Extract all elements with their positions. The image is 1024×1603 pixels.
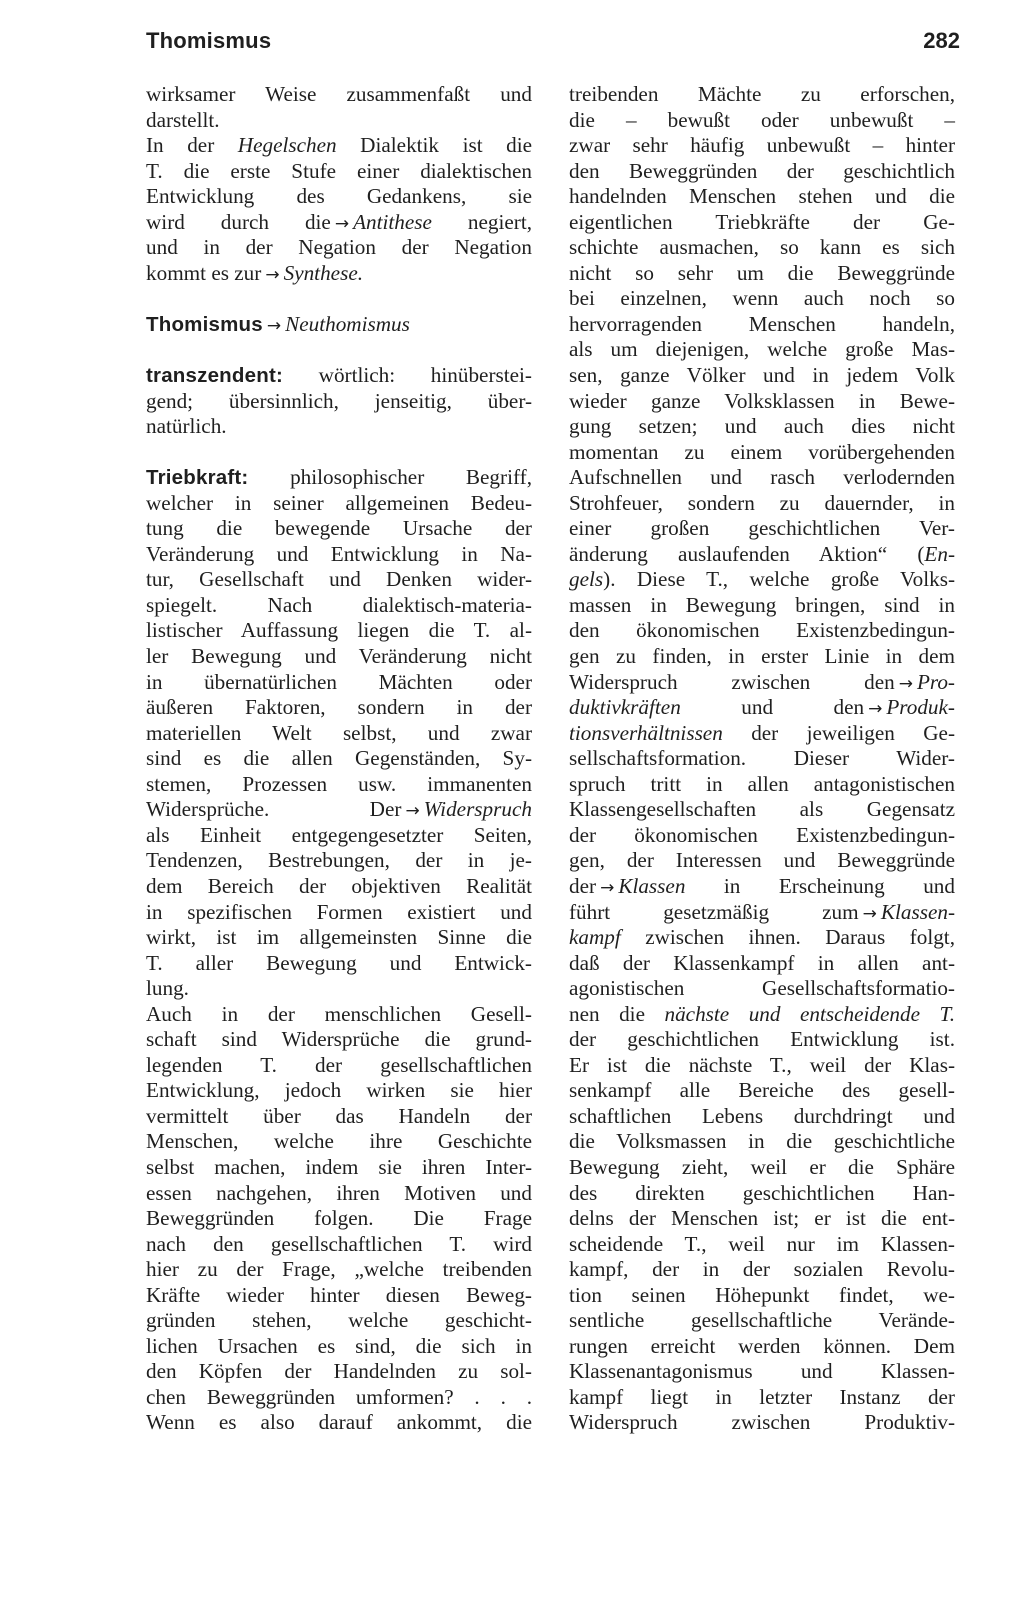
arrow-icon: → [868, 699, 883, 720]
text-line: den ökonomischen Existenzbedingun- [569, 618, 955, 643]
text-line: vermittelt über das Handeln der [146, 1103, 532, 1128]
text-line: bei einzelnen, wenn auch noch so [569, 286, 955, 311]
text-line: dem Bereich der objektiven Realität [146, 873, 532, 898]
text-line: tur, Gesellschaft und Denken wider- [146, 567, 532, 592]
text-line: der geschichtlichen Entwicklung ist. [569, 1027, 955, 1052]
text-line: Wenn es also darauf ankommt, die [146, 1410, 532, 1435]
text-line: sind es die allen Gegenständen, Sy- [146, 746, 532, 771]
text-line: hervorragenden Menschen handeln, [569, 311, 955, 336]
text-line: chen Beweggründen umformen? . . . [146, 1384, 532, 1409]
text-line: sen, ganze Völker und in jedem Volk [569, 363, 955, 388]
text-line: gels). Diese T., welche große Volks- [569, 567, 955, 592]
text-line: nen die nächste und entscheidende T. [569, 1001, 955, 1026]
text-line: gung setzen; und auch dies nicht [569, 414, 955, 439]
text-line: stemen, Prozessen usw. immanenten [146, 771, 532, 796]
entry-keyword: transzendent: [146, 364, 284, 388]
text-line: führt gesetzmäßig zum → Klassen- [569, 899, 955, 924]
text-line: kampf zwischen ihnen. Daraus folgt, [569, 925, 955, 950]
arrow-icon: → [600, 877, 615, 898]
text-line: kampf liegt in letzter Instanz der [569, 1384, 955, 1409]
text-line: in übernatürlichen Mächten oder [146, 669, 532, 694]
text-line: wirksamer Weise zusammenfaßt und [146, 82, 532, 106]
text-line: gründen stehen, welche geschicht- [146, 1308, 532, 1333]
text-line: materiellen Welt selbst, und zwar [146, 720, 532, 745]
text-line: treibenden Mächte zu erforschen, [569, 82, 955, 106]
text-line: listischer Auffassung liegen die T. al- [146, 618, 532, 643]
text-line: den Beweggründen der geschichtlich [569, 158, 955, 183]
text-line: spiegelt. Nach dialektisch-materia- [146, 592, 532, 617]
text-line: zwar sehr häufig unbewußt – hinter [569, 133, 955, 158]
text-line: die Volksmassen in die geschichtliche [569, 1129, 955, 1154]
text-line: spruch tritt in allen antagonistischen [569, 771, 955, 796]
text-line: Klassengesellschaften als Gegensatz [569, 797, 955, 822]
text-line: lung. [146, 976, 189, 1001]
text-line: sellschaftsformation. Dieser Wider- [569, 746, 955, 771]
text-line: wieder ganze Volksklassen in Bewe- [569, 388, 955, 413]
text-line: senkampf alle Bereiche des gesell- [569, 1078, 955, 1103]
page-number: 282 [923, 28, 960, 53]
text-line: welcher in seiner allgemeinen Bedeu- [146, 490, 532, 515]
text-line: schaftlichen Lebens durchdringt und [569, 1103, 955, 1128]
text-line: tung die bewegende Ursache der [146, 516, 532, 541]
text-line: lichen Ursachen es sind, die sich in [146, 1333, 532, 1358]
text-line: Aufschnellen und rasch verlodernden [569, 465, 955, 490]
text-line: änderung auslaufenden Aktion“ (En- [569, 541, 955, 566]
text-line: schaft sind Widersprüche die grund- [146, 1027, 532, 1052]
text-line: ler Bewegung und Veränderung nicht [146, 644, 532, 669]
arrow-icon: → [334, 213, 350, 234]
right-column [569, 82, 955, 1436]
text-line: Widerspruch zwischen Produktiv- [569, 1410, 955, 1435]
text-line: als um diejenigen, welche große Mas- [569, 337, 955, 362]
arrow-icon: → [862, 903, 877, 924]
text-line: Widersprüche. Der → Widerspruch [146, 797, 532, 822]
text-line: wirkt, ist im allgemeinsten Sinne die [146, 925, 532, 950]
entry-triebkraft: Triebkraft: philosophischer Begriff, [146, 465, 532, 490]
text-line: scheidende T., weil nur im Klassen- [569, 1231, 955, 1256]
text-line: Bewegung zieht, weil er die Sphäre [569, 1154, 955, 1179]
entry-thomismus [146, 312, 532, 338]
text-line: essen nachgehen, ihren Motiven und [146, 1180, 532, 1205]
text-line: nicht so sehr um die Beweggründe [569, 260, 955, 285]
text-line: agonistischen Gesellschaftsformatio- [569, 976, 955, 1001]
text-line: äußeren Faktoren, sondern in der [146, 695, 532, 720]
text-line: kommt es zur → Synthese. [146, 260, 364, 285]
running-title: Thomismus [146, 28, 272, 53]
text-line: hier zu der Frage, „welche treibenden [146, 1257, 532, 1282]
text-line: T. aller Bewegung und Entwick- [146, 950, 532, 975]
text-line: Widerspruch zwischen den → Pro- [569, 669, 955, 694]
entry-transzendent: transzendent: wörtlich: hinüberstei- [146, 363, 532, 388]
text-line: legenden T. der gesellschaftlichen [146, 1052, 532, 1077]
text-line: gend; übersinnlich, jenseitig, über- [146, 388, 532, 413]
text-line: eigentlichen Triebkräfte der Ge- [569, 209, 955, 234]
text-line: selbst machen, indem sie ihren Inter- [146, 1154, 532, 1179]
text-line: Klassenantagonismus und Klassen- [569, 1359, 955, 1384]
arrow-icon: → [265, 264, 280, 285]
text-line: In der Hegelschen Dialektik ist die [146, 133, 533, 158]
text-line: der → Klassen in Erscheinung und [569, 873, 955, 898]
text-line: die – bewußt oder unbewußt – [569, 107, 955, 132]
text-line: der ökonomischen Existenzbedingun- [569, 822, 955, 847]
text-line: sentliche gesellschaftliche Verände- [569, 1308, 955, 1333]
text-line: handelnden Menschen stehen und die [569, 184, 955, 209]
text-line: momentan zu einem vorübergehenden [569, 439, 955, 464]
arrow-icon: → [898, 673, 913, 694]
text-line: Veränderung und Entwicklung in Na- [146, 541, 532, 566]
text-line: rungen erreicht werden können. Dem [569, 1333, 955, 1358]
text-line: Entwicklung des Gedankens, sie [146, 184, 532, 209]
entry-keyword: Triebkraft: [146, 466, 249, 490]
text-line: wird durch die → Antithese negiert, [146, 209, 532, 234]
text-line: in spezifischen Formen existiert und [146, 899, 532, 924]
entry-keyword: Thomismus [146, 312, 263, 336]
text-line: Auch in der menschlichen Gesell- [146, 1001, 532, 1026]
text-line: des direkten geschichtlichen Han- [569, 1180, 955, 1205]
text-line: den Köpfen der Handelnden zu sol- [146, 1359, 532, 1384]
text-line: Strohfeuer, sondern zu dauernder, in [569, 490, 955, 515]
text-line: natürlich. [146, 414, 227, 439]
text-line: delns der Menschen ist; er ist die ent- [569, 1206, 955, 1231]
text-line: tionsverhältnissen der jeweiligen Ge- [569, 720, 955, 745]
text-line: schichte ausmachen, so kann es sich [569, 235, 955, 260]
page-header [146, 28, 960, 64]
text-line: kampf, der in der sozialen Revolu- [569, 1257, 955, 1282]
text-line: massen in Bewegung bringen, sind in [569, 592, 955, 617]
text-line: duktivkräften und den → Produk- [569, 695, 955, 720]
arrow-icon: → [405, 801, 420, 822]
text-line: Entwicklung, jedoch wirken sie hier [146, 1078, 532, 1103]
text-line: Er ist die nächste T., weil der Klas- [569, 1052, 955, 1077]
text-line: Kräfte wieder hinter diesen Beweg- [146, 1282, 532, 1307]
text-line: Beweggründen folgen. Die Frage [146, 1206, 532, 1231]
text-line: Menschen, welche ihre Geschichte [146, 1129, 532, 1154]
text-line: und in der Negation der Negation [146, 235, 532, 260]
text-line: Tendenzen, Bestrebungen, der in je- [146, 848, 532, 873]
text-line: daß der Klassenkampf in allen ant- [569, 950, 955, 975]
text-line: einer großen geschichtlichen Ver- [569, 516, 955, 541]
text-line: nach den gesellschaftlichen T. wird [146, 1231, 532, 1256]
left-column [146, 82, 532, 1436]
text-line: gen, der Interessen und Beweggründe [569, 848, 955, 873]
arrow-icon: → [266, 315, 282, 336]
text-line: darstellt. [146, 107, 220, 132]
cross-reference: Neuthomismus [285, 311, 410, 336]
text-line: tion seinen Höhepunkt findet, we- [569, 1282, 955, 1307]
text-line: T. die erste Stufe einer dialektischen [146, 158, 532, 183]
text-line: als Einheit entgegengesetzter Seiten, [146, 822, 532, 847]
text-line: gen zu finden, in erster Linie in dem [569, 644, 955, 669]
